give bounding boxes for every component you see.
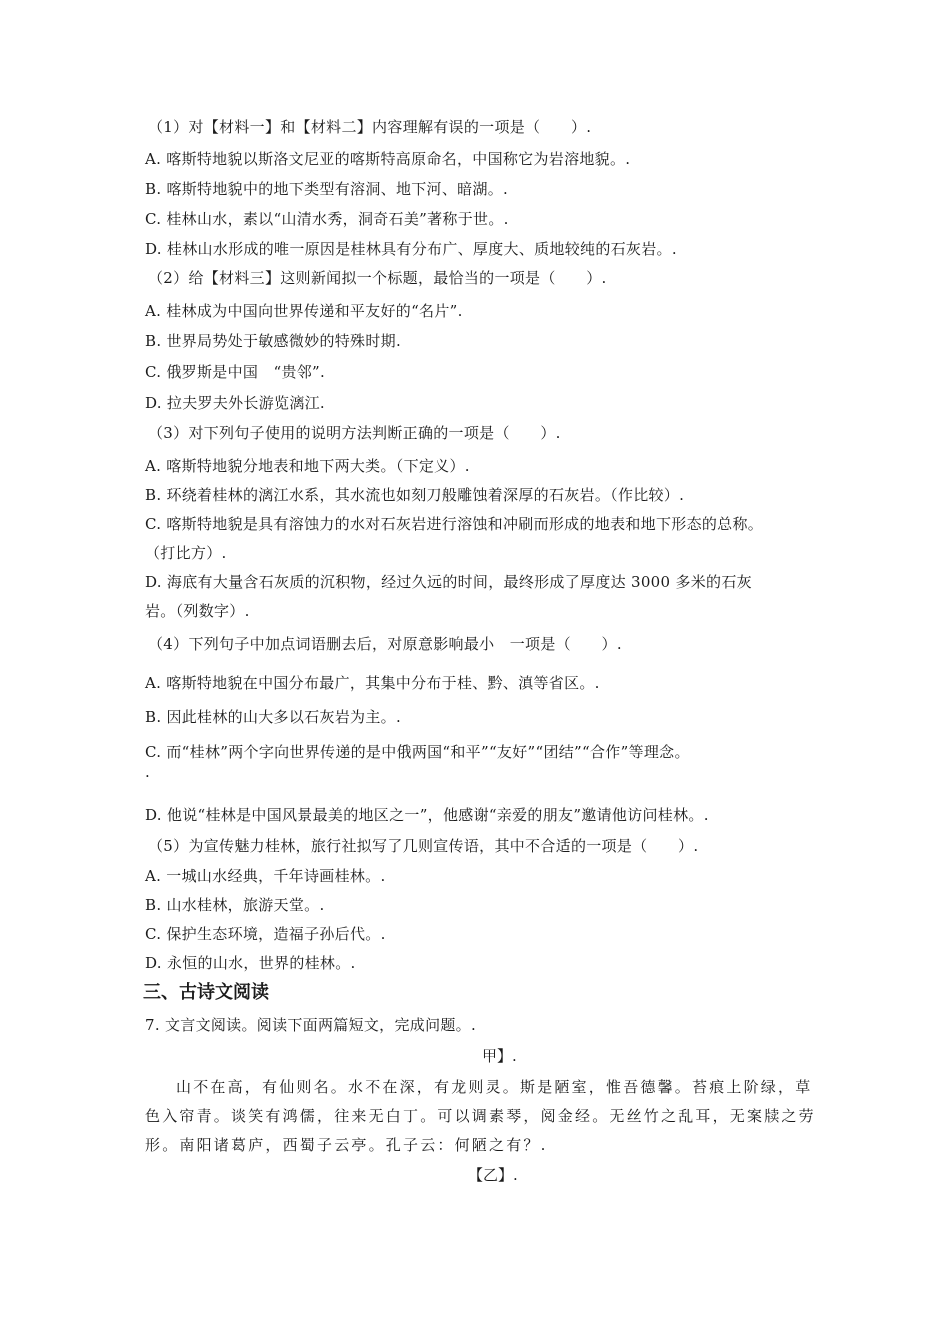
passage-jia-line-1: 山不在高，有仙则名。水不在深，有龙则灵。斯是陋室，惟吾德馨。苔痕上阶绿，草 [176,1078,813,1096]
passage-jia-label: 甲】. [482,1047,517,1065]
question-3-option-d-cont: 岩。（列数字）. [145,602,250,620]
question-3-stem: （3）对下列句子使用的说明方法判断正确的一项是（ ）. [148,424,561,442]
section-heading: 三、古诗文阅读 [143,982,269,1003]
question-4-stem: （4）下列句子中加点词语删去后，对原意影响最小 一项是（ ）. [148,635,622,653]
question-1-option-c: C. 桂林山水，素以“山清水秀，洞奇石美”著称于世。. [145,210,509,228]
question-3-option-c-cont: （打比方）. [145,544,227,562]
question-5-option-d: D. 永恒的山水，世界的桂林。. [145,954,356,972]
question-4-option-a: A. 喀斯特地貌在中国分布最广，其集中分布于桂、黔、滇等省区。. [145,674,600,692]
question-5-stem: （5）为宣传魅力桂林，旅行社拟写了几则宣传语，其中不合适的一项是（ ）. [148,837,699,855]
question-4-option-b: B. 因此桂林的山大多以石灰岩为主。. [145,708,402,726]
question-3-option-a: A. 喀斯特地貌分地表和地下两大类。（下定义）. [145,457,470,475]
passage-jia-line-2: 色入帘青。谈笑有鸿儒，往来无白丁。可以调素琴，阅金经。无丝竹之乱耳，无案牍之劳 [145,1107,816,1125]
question-1-stem: （1）对【材料一】和【材料二】内容理解有误的一项是（ ）. [148,118,592,136]
question-4-option-c: C. 而“桂林”两个字向世界传递的是中俄两国“和平”“友好”“团结”“合作”等理念。 [145,743,690,761]
question-5-option-b: B. 山水桂林，旅游天堂。. [145,896,325,914]
question-1-option-d: D. 桂林山水形成的唯一原因是桂林具有分布广、厚度大、质地较纯的石灰岩。. [145,240,677,258]
question-3-option-b: B. 环绕着桂林的漓江水系，其水流也如刻刀般雕蚀着深厚的石灰岩。（作比较）. [145,486,685,504]
question-1-option-b: B. 喀斯特地貌中的地下类型有溶洞、地下河、暗湖。. [145,180,509,198]
passage-jia-line-3: 形。南阳诸葛庐，西蜀子云亭。孔子云：何陋之有？. [145,1136,548,1154]
question-5-option-a: A. 一城山水经典，千年诗画桂林。. [145,867,386,885]
question-2-option-a: A. 桂林成为中国向世界传递和平友好的“名片”. [145,302,463,320]
question-2-option-b: B. 世界局势处于敏感微妙的特殊时期. [145,332,402,350]
question-5-option-c: C. 保护生态环境，造福子孙后代。. [145,925,386,943]
passage-yi-label: 【乙】. [468,1166,518,1184]
question-3-option-c: C. 喀斯特地貌是具有溶蚀力的水对石灰岩进行溶蚀和冲刷而形成的地表和地下形态的总称。 [145,515,764,533]
question-4-option-d: D. 他说“桂林是中国风景最美的地区之一”，他感谢“亲爱的朋友”邀请他访问桂林。. [145,806,709,824]
question-7-stem: 7. 文言文阅读。阅读下面两篇短文，完成问题。. [145,1016,477,1034]
question-2-option-d: D. 拉夫罗夫外长游览漓江. [145,394,325,412]
question-1-option-a: A. 喀斯特地貌以斯洛文尼亚的喀斯特高原命名，中国称它为岩溶地貌。. [145,150,631,168]
question-4-option-c-cont: . [145,763,151,781]
question-2-stem: （2）给【材料三】这则新闻拟一个标题，最恰当的一项是（ ）. [148,269,607,287]
question-3-option-d: D. 海底有大量含石灰质的沉积物，经过久远的时间，最终形成了厚度达 3000 多米的石灰 [145,573,752,591]
question-2-option-c: C. 俄罗斯是中国 “贵邻”. [145,363,326,381]
